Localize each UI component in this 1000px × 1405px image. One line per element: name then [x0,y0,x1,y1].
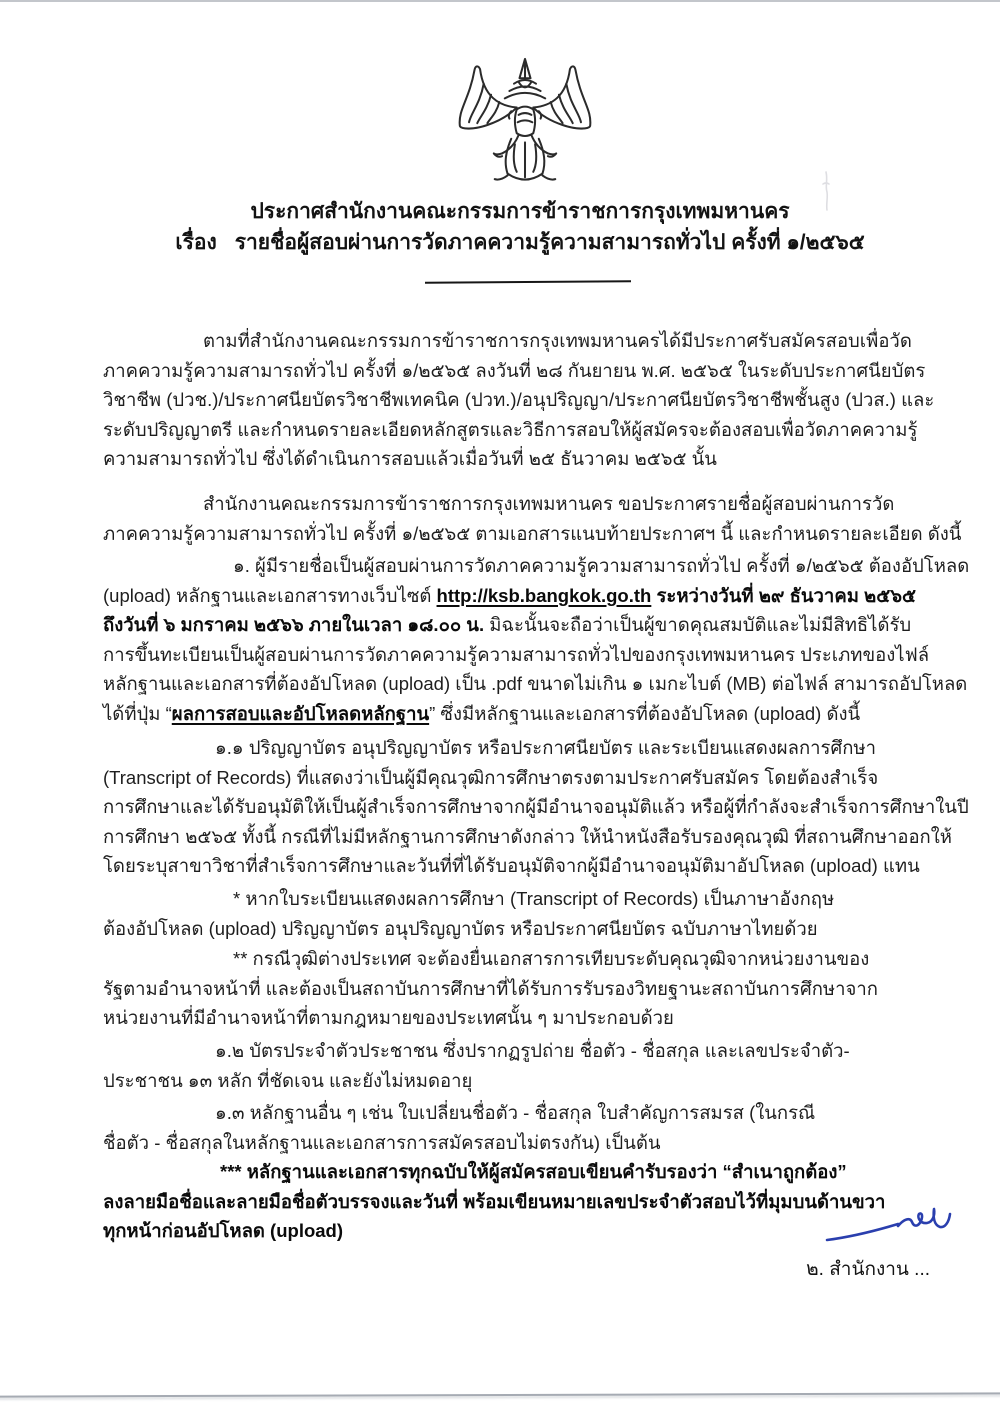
document-line [103,519,962,549]
document-line [103,792,969,822]
text-segment: หลักฐานและเอกสารที่ต้องอัปโหลด (upload) เป็น .pdf ขนาดไม่เกิน ๑ เมกะไบต์ (MB) ต่อไฟล์ สามารถอัปโหลด [103,673,968,695]
document-line [103,415,930,445]
text-segment: ภาคความรู้ความสามารถทั่วไป ครั้งที่ ๑/๒๕๖๕ ตามเอกสารแนบท้ายประกาศฯ นี้ และกำหนดรายละเอียด ดังนี้ [103,522,962,544]
text-segment: ลงลายมือชื่อและลายมือชื่อตัวบรรจงและวันที่ พร้อมเขียนหมายเลขประจำตัวสอบไว้ที่มุมบนด้านขวา [103,1190,886,1212]
text-segment: ความสามารถทั่วไป ซึ่งได้ดำเนินการสอบแล้วเมื่อวันที่ ๒๕ ธันวาคม ๒๕๖๕ นั้น [103,448,717,470]
text-segment: มิฉะนั้นจะถือว่าเป็นผู้ขาดคุณสมบัติและไม่มีสิทธิได้รับ [484,614,912,636]
document-line [103,884,930,914]
text-segment: ชื่อตัว - ชื่อสกุลในหลักฐานและเอกสารการสมัครสอบไม่ตรงกัน) เป็นต้น [103,1131,661,1153]
text-segment: ได้ที่ปุ่ม “ [103,702,172,724]
document-line [103,974,930,1004]
document-url-text: http://ksb.bangkok.go.th [436,584,652,606]
scan-edge-top [0,0,1000,2]
document-line [103,1187,930,1217]
paragraph-item-1-2 [103,1036,930,1095]
text-segment: ” ซึ่งมีหลักฐานและเอกสารที่ต้องอัปโหลด (upload) ดังนี้ [429,702,861,724]
document-line [103,669,968,699]
text-segment: ๑. ผู้มีรายชื่อเป็นผู้สอบผ่านการวัดภาคความรู้ความสามารถทั่วไป ครั้งที่ ๑/๒๕๖๕ ต้องอัปโหลด [233,555,970,576]
text-segment: * หากใบระเบียนแสดงผลการศึกษา (Transcript of Records) เป็นภาษาอังกฤษ [233,888,835,909]
text-segment: *** หลักฐานและเอกสารทุกฉบับให้ผู้สมัครสอบเขียนคำรับรองว่า “สำเนาถูกต้อง” [220,1161,847,1182]
text-segment: (upload) หลักฐานและเอกสารทางเว็บไซต์ [103,584,437,606]
pencil-smudge-icon [818,170,834,212]
document-line [103,1157,930,1187]
document-line [103,822,952,852]
subject-text: รายชื่อผู้สอบผ่านการวัดภาคความรู้ความสามารถทั่วไป ครั้งที่ ๑/๒๕๖๕ [234,231,865,254]
text-segment: การขึ้นทะเบียนเป็นผู้สอบผ่านการวัดภาคความรู้ความสามารถทั่วไปของกรุงเทพมหานคร ประเภทของไฟล์ [103,643,930,665]
document-line [103,1216,930,1246]
document-line [103,944,930,974]
text-segment: (Transcript of Records) ที่แสดงว่าเป็นผู้มีคุณวุฒิการศึกษาตรงตามประกาศรับสมัคร โดยต้องสำเร็จ [103,766,879,788]
text-segment: รัฐตามอำนาจหน้าที่ และต้องเป็นสถาบันการศึกษาที่ได้รับการรับรองวิทยฐานะสถาบันการศึกษาจาก [103,977,878,999]
title-divider [425,280,631,283]
text-segment: สำนักงานคณะกรรมการข้าราชการกรุงเทพมหานคร ขอประกาศรายชื่อผู้สอบผ่านการวัด [203,493,895,514]
document-line [103,356,930,386]
document-line [103,1128,930,1158]
text-segment: ทุกหน้าก่อนอัปโหลด (upload) [103,1220,344,1242]
text-segment: การศึกษา ๒๕๖๕ ทั้งนี้ กรณีที่ไม่มีหลักฐานการศึกษาดังกล่าว ให้นำหนังสือรับรองคุณวุฒิ ที่สถานศึกษาออกให้ [103,825,952,847]
text-segment: ** กรณีวุฒิต่างประเทศ จะต้องยื่นเอกสารการเทียบระดับคุณวุฒิจากหน่วยงานของ [233,948,870,969]
document-line [103,489,930,519]
continuation-note: ๒. สำนักงาน ... [806,1259,930,1280]
paragraph-item-1-3 [103,1098,930,1157]
text-segment: ๑.๒ บัตรประจำตัวประชาชน ซึ่งปรากฏรูปถ่าย ชื่อตัว - ชื่อสกุล และเลขประจำตัว- [215,1040,850,1061]
text-segment: ระดับปริญญาตรี และกำหนดรายละเอียดหลักสูตรและวิธีการสอบให้ผู้สมัครจะต้องสอบเพื่อวัดภาคความรู้ [103,418,918,440]
document-line [103,581,930,611]
paragraph-note-two-star [103,944,930,1033]
document-line [103,914,930,944]
document-line [103,1066,930,1096]
text-segment: ระหว่างวันที่ ๒๙ ธันวาคม ๒๕๖๕ [651,584,916,606]
text-segment: ต้องอัปโหลด (upload) ปริญญาบัตร อนุปริญญาบัตร หรือประกาศนียบัตร ฉบับภาษาไทยด้วย [103,917,818,939]
emphasized-underlined-text: ผลการสอบและอัปโหลดหลักฐาน [171,702,430,724]
page-title: ประกาศสำนักงานคณะกรรมการข้าราชการกรุงเทพมหานคร [250,200,790,223]
paragraph-intro [103,326,935,474]
paragraph-item-1-1 [103,733,969,881]
garuda-emblem-icon [447,54,603,196]
paragraph-note-three-star [103,1157,930,1246]
subject-line [83,227,957,258]
document-line [103,326,930,356]
text-segment: ประชาชน ๑๓ หลัก ที่ชัดเจน และยังไม่หมดอายุ [103,1069,473,1091]
paragraph-item-1 [103,551,970,729]
document-line [103,1098,930,1128]
paragraph-announcement [103,489,962,548]
signature-initials-icon [824,1200,956,1248]
paragraph-note-one-star [103,884,930,943]
text-segment: ตามที่สำนักงานคณะกรรมการข้าราชการกรุงเทพมหานครได้มีประกาศรับสมัครสอบเพื่อวัด [203,330,912,351]
text-segment: ภาคความรู้ความสามารถทั่วไป ครั้งที่ ๑/๒๕๖๕ ลงวันที่ ๒๘ กันยายน พ.ศ. ๒๕๖๕ ในระดับประกาศนียบัตร [103,359,926,381]
document-line [103,640,930,670]
document-line [103,763,930,793]
document-line [103,699,930,729]
text-segment: ๑.๓ หลักฐานอื่น ๆ เช่น ใบเปลี่ยนชื่อตัว - ชื่อสกุล ใบสำคัญการสมรส (ในกรณี [215,1102,816,1123]
document-line [103,385,935,415]
document-line [103,1003,930,1033]
text-segment: วิชาชีพ (ปวช.)/ประกาศนียบัตรวิชาชีพเทคนิค (ปวท.)/อนุปริญญา/ประกาศนียบัตรวิชาชีพชั้นสูง (ปวส.) และ [103,389,935,411]
document-line [103,733,930,763]
subject-label: เรื่อง [175,231,217,254]
text-segment: ถึงวันที่ ๖ มกราคม ๒๕๖๖ ภายในเวลา ๑๘.๐๐ น. [103,614,485,636]
document-line [103,551,970,581]
text-segment: โดยระบุสาขาวิชาที่สำเร็จการศึกษาและวันที่ที่ได้รับอนุมัติจากผู้มีอำนาจอนุมัติมาอัปโหลด (upload) แทน [103,855,920,877]
document-line [103,1036,930,1066]
scan-edge-bottom [0,1392,1000,1397]
text-segment: หน่วยงานที่มีอำนาจหน้าที่ตามกฎหมายของประเทศนั้น ๆ มาประกอบด้วย [103,1007,674,1029]
document-line [103,444,930,474]
document-line [103,851,930,881]
text-segment: ๑.๑ ปริญญาบัตร อนุปริญญาบัตร หรือประกาศนียบัตร และระเบียนแสดงผลการศึกษา [215,737,877,758]
document-line [103,610,930,640]
text-segment: การศึกษาและได้รับอนุมัติให้เป็นผู้สำเร็จการศึกษาจากผู้มีอำนาจอนุมัติแล้ว หรือผู้ที่กำลังจะสำเร็จการศึกษาในปี [103,796,969,818]
